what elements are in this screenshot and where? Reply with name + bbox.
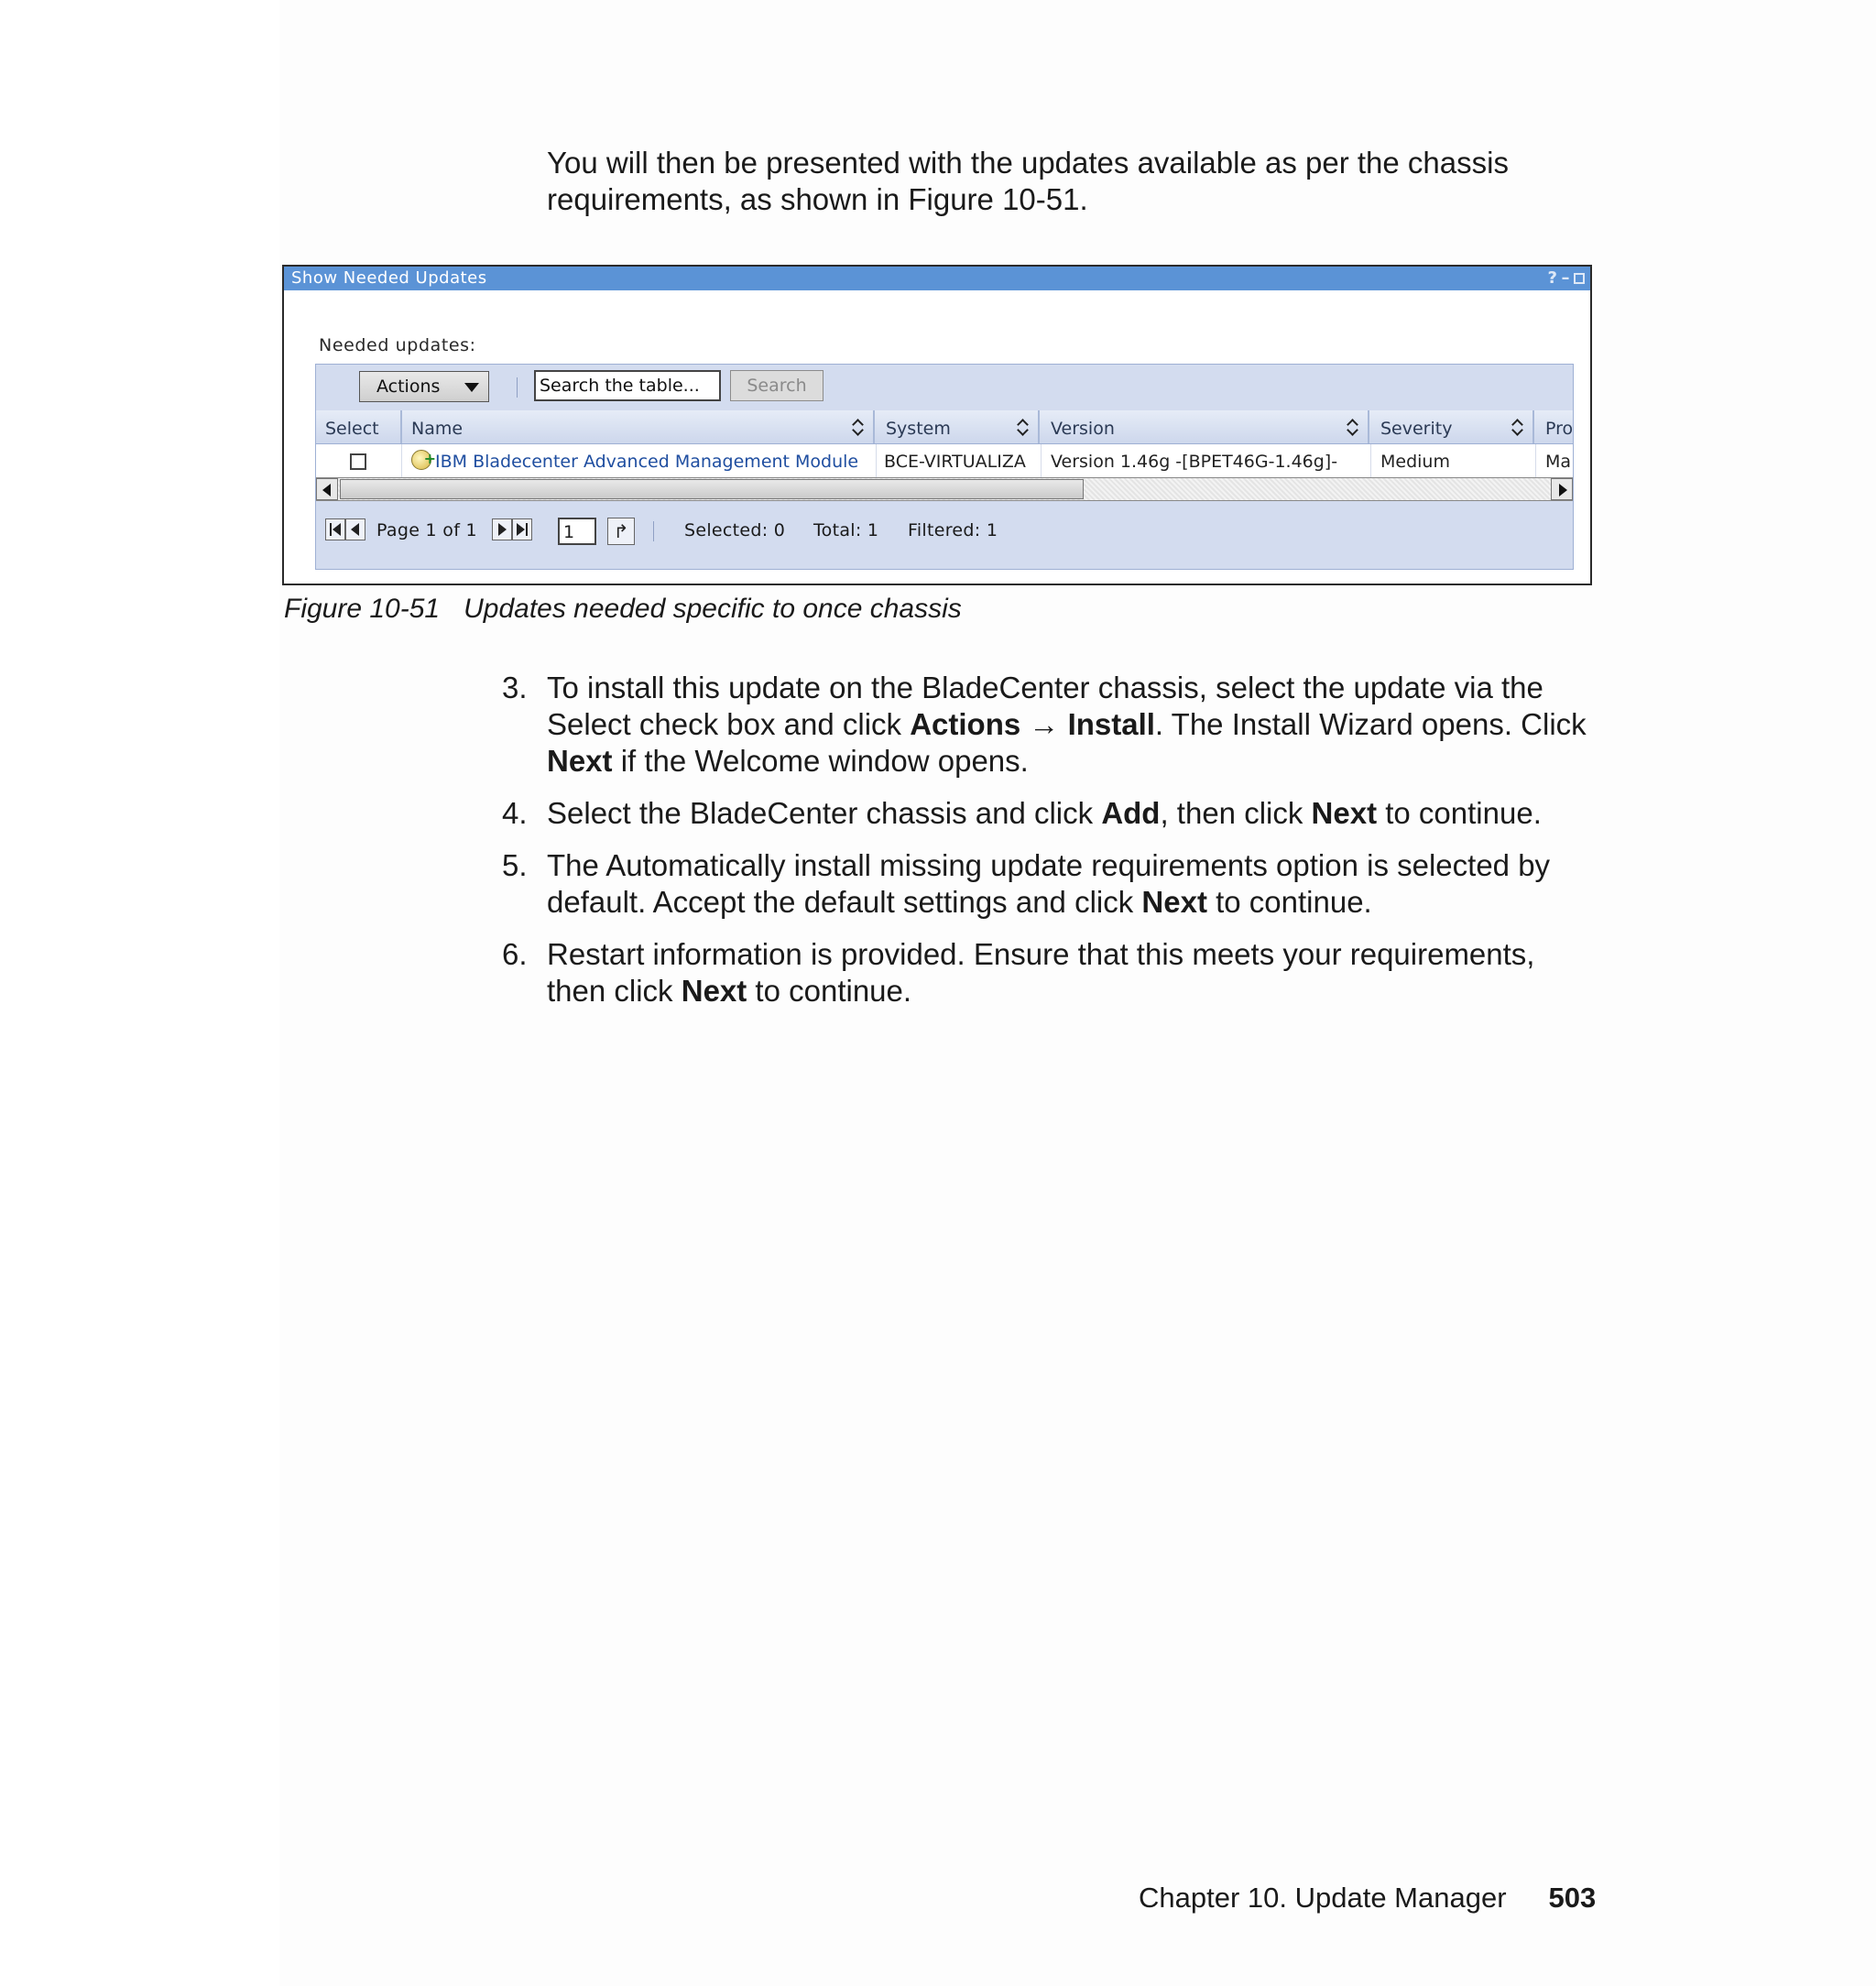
minimize-icon[interactable]: –	[1561, 268, 1570, 288]
step-number: 5.	[502, 848, 528, 882]
list-item	[502, 795, 1601, 832]
next-page-icon[interactable]	[492, 518, 512, 540]
step-text: Restart information is provided. Ensure that this meets your requirements, then click	[547, 937, 1535, 1008]
column-header-severity-label: Severity	[1380, 419, 1453, 439]
page-footer	[1139, 1880, 1596, 1916]
page-number: 503	[1548, 1882, 1597, 1914]
updates-table	[315, 364, 1574, 570]
column-header-name-label: Name	[411, 419, 464, 439]
actions-dropdown[interactable]	[359, 371, 489, 402]
window-titlebar	[284, 267, 1590, 290]
scroll-left-icon[interactable]	[316, 478, 338, 500]
column-header-version[interactable]	[1042, 410, 1369, 443]
search-input[interactable]: Search the table...	[534, 370, 721, 401]
sort-icon[interactable]	[1018, 418, 1029, 436]
select-cell	[316, 444, 402, 477]
help-icon[interactable]: ?	[1547, 268, 1558, 288]
step-emphasis: Next	[681, 974, 747, 1008]
figure-caption	[284, 591, 962, 627]
go-to-page-icon[interactable]: ↱	[607, 518, 635, 545]
severity-cell: Medium	[1371, 444, 1536, 477]
figure-label: Figure 10-51	[284, 594, 441, 624]
step-number: 3.	[502, 671, 528, 704]
pagination-bar	[316, 513, 1573, 550]
step-text: The Automatically install missing update requirements option is selected by default. Accept the default settings and click	[547, 848, 1551, 919]
update-name: IBM Bladecenter Advanced Management Module	[435, 452, 859, 472]
system-cell: BCE-VIRTUALIZA	[877, 444, 1042, 477]
previous-page-icon[interactable]	[345, 518, 365, 540]
column-header-severity[interactable]	[1371, 410, 1534, 443]
table-header	[316, 410, 1573, 444]
step-text: , then click	[1160, 796, 1312, 830]
step-text: to continue.	[1377, 796, 1542, 830]
page-label: Page 1 of 1	[376, 520, 477, 540]
pager-separator	[653, 521, 654, 541]
sort-icon[interactable]	[1512, 418, 1523, 436]
step-text: if the Welcome window opens.	[612, 744, 1029, 778]
step-text: →	[1020, 707, 1068, 741]
step-emphasis: Next	[1311, 796, 1378, 830]
list-item	[502, 847, 1601, 921]
step-emphasis: Install	[1067, 707, 1155, 741]
scroll-right-icon[interactable]	[1551, 478, 1573, 500]
step-text: . The Install Wizard opens. Click	[1154, 707, 1587, 741]
column-header-system[interactable]	[877, 410, 1040, 443]
update-icon	[411, 450, 431, 470]
update-name-link[interactable]	[402, 444, 877, 477]
step-emphasis: Next	[547, 744, 613, 778]
selected-count: Selected: 0	[684, 520, 786, 540]
step-emphasis: Add	[1101, 796, 1161, 830]
step-emphasis: Actions	[910, 707, 1021, 741]
step-text: To install this update on the BladeCenter chassis, select the update via the Select check box and click	[547, 671, 1543, 741]
window-title: Show Needed Updates	[291, 268, 487, 288]
column-header-select: Select	[316, 410, 402, 443]
chapter-title: Chapter 10. Update Manager	[1139, 1882, 1507, 1914]
page-number-input[interactable]: 1	[558, 518, 596, 545]
column-header-system-label: System	[886, 419, 951, 439]
row-select-checkbox[interactable]	[350, 453, 366, 470]
horizontal-scrollbar[interactable]	[316, 477, 1573, 501]
search-button[interactable]: Search	[730, 370, 823, 401]
total-count: Total: 1	[813, 520, 879, 540]
step-text: to continue.	[747, 974, 912, 1008]
intro-paragraph: You will then be presented with the updates available as per the chassis requirements, as shown in Figure 10-51.	[547, 146, 1509, 216]
step-number: 4.	[502, 796, 528, 830]
table-row	[316, 444, 1573, 477]
column-header-version-label: Version	[1051, 419, 1115, 439]
sort-icon[interactable]	[853, 418, 864, 436]
column-header-name[interactable]	[402, 410, 875, 443]
column-header-pro[interactable]: Pro	[1545, 419, 1573, 439]
list-item	[502, 670, 1601, 780]
figure-title: Updates needed specific to once chassis	[464, 594, 962, 624]
filtered-count: Filtered: 1	[908, 520, 998, 540]
steps-list	[502, 670, 1601, 1025]
pro-cell: Ma	[1545, 452, 1572, 472]
first-page-icon[interactable]	[325, 518, 345, 540]
dropdown-arrow-icon	[464, 383, 479, 392]
actions-label: Actions	[376, 376, 441, 397]
toolbar-separator	[517, 377, 518, 398]
scrollbar-thumb[interactable]	[340, 479, 1084, 499]
step-emphasis: Next	[1141, 885, 1207, 919]
show-needed-updates-window	[282, 265, 1592, 585]
step-number: 6.	[502, 937, 528, 971]
maximize-icon[interactable]	[1574, 273, 1585, 284]
needed-updates-label: Needed updates:	[319, 335, 476, 355]
step-text: to continue.	[1206, 885, 1372, 919]
sort-icon[interactable]	[1347, 418, 1358, 436]
version-cell: Version 1.46g -[BPET46G-1.46g]-	[1042, 444, 1371, 477]
step-text: Select the BladeCenter chassis and click	[547, 796, 1102, 830]
list-item	[502, 936, 1601, 1009]
last-page-icon[interactable]	[512, 518, 532, 540]
